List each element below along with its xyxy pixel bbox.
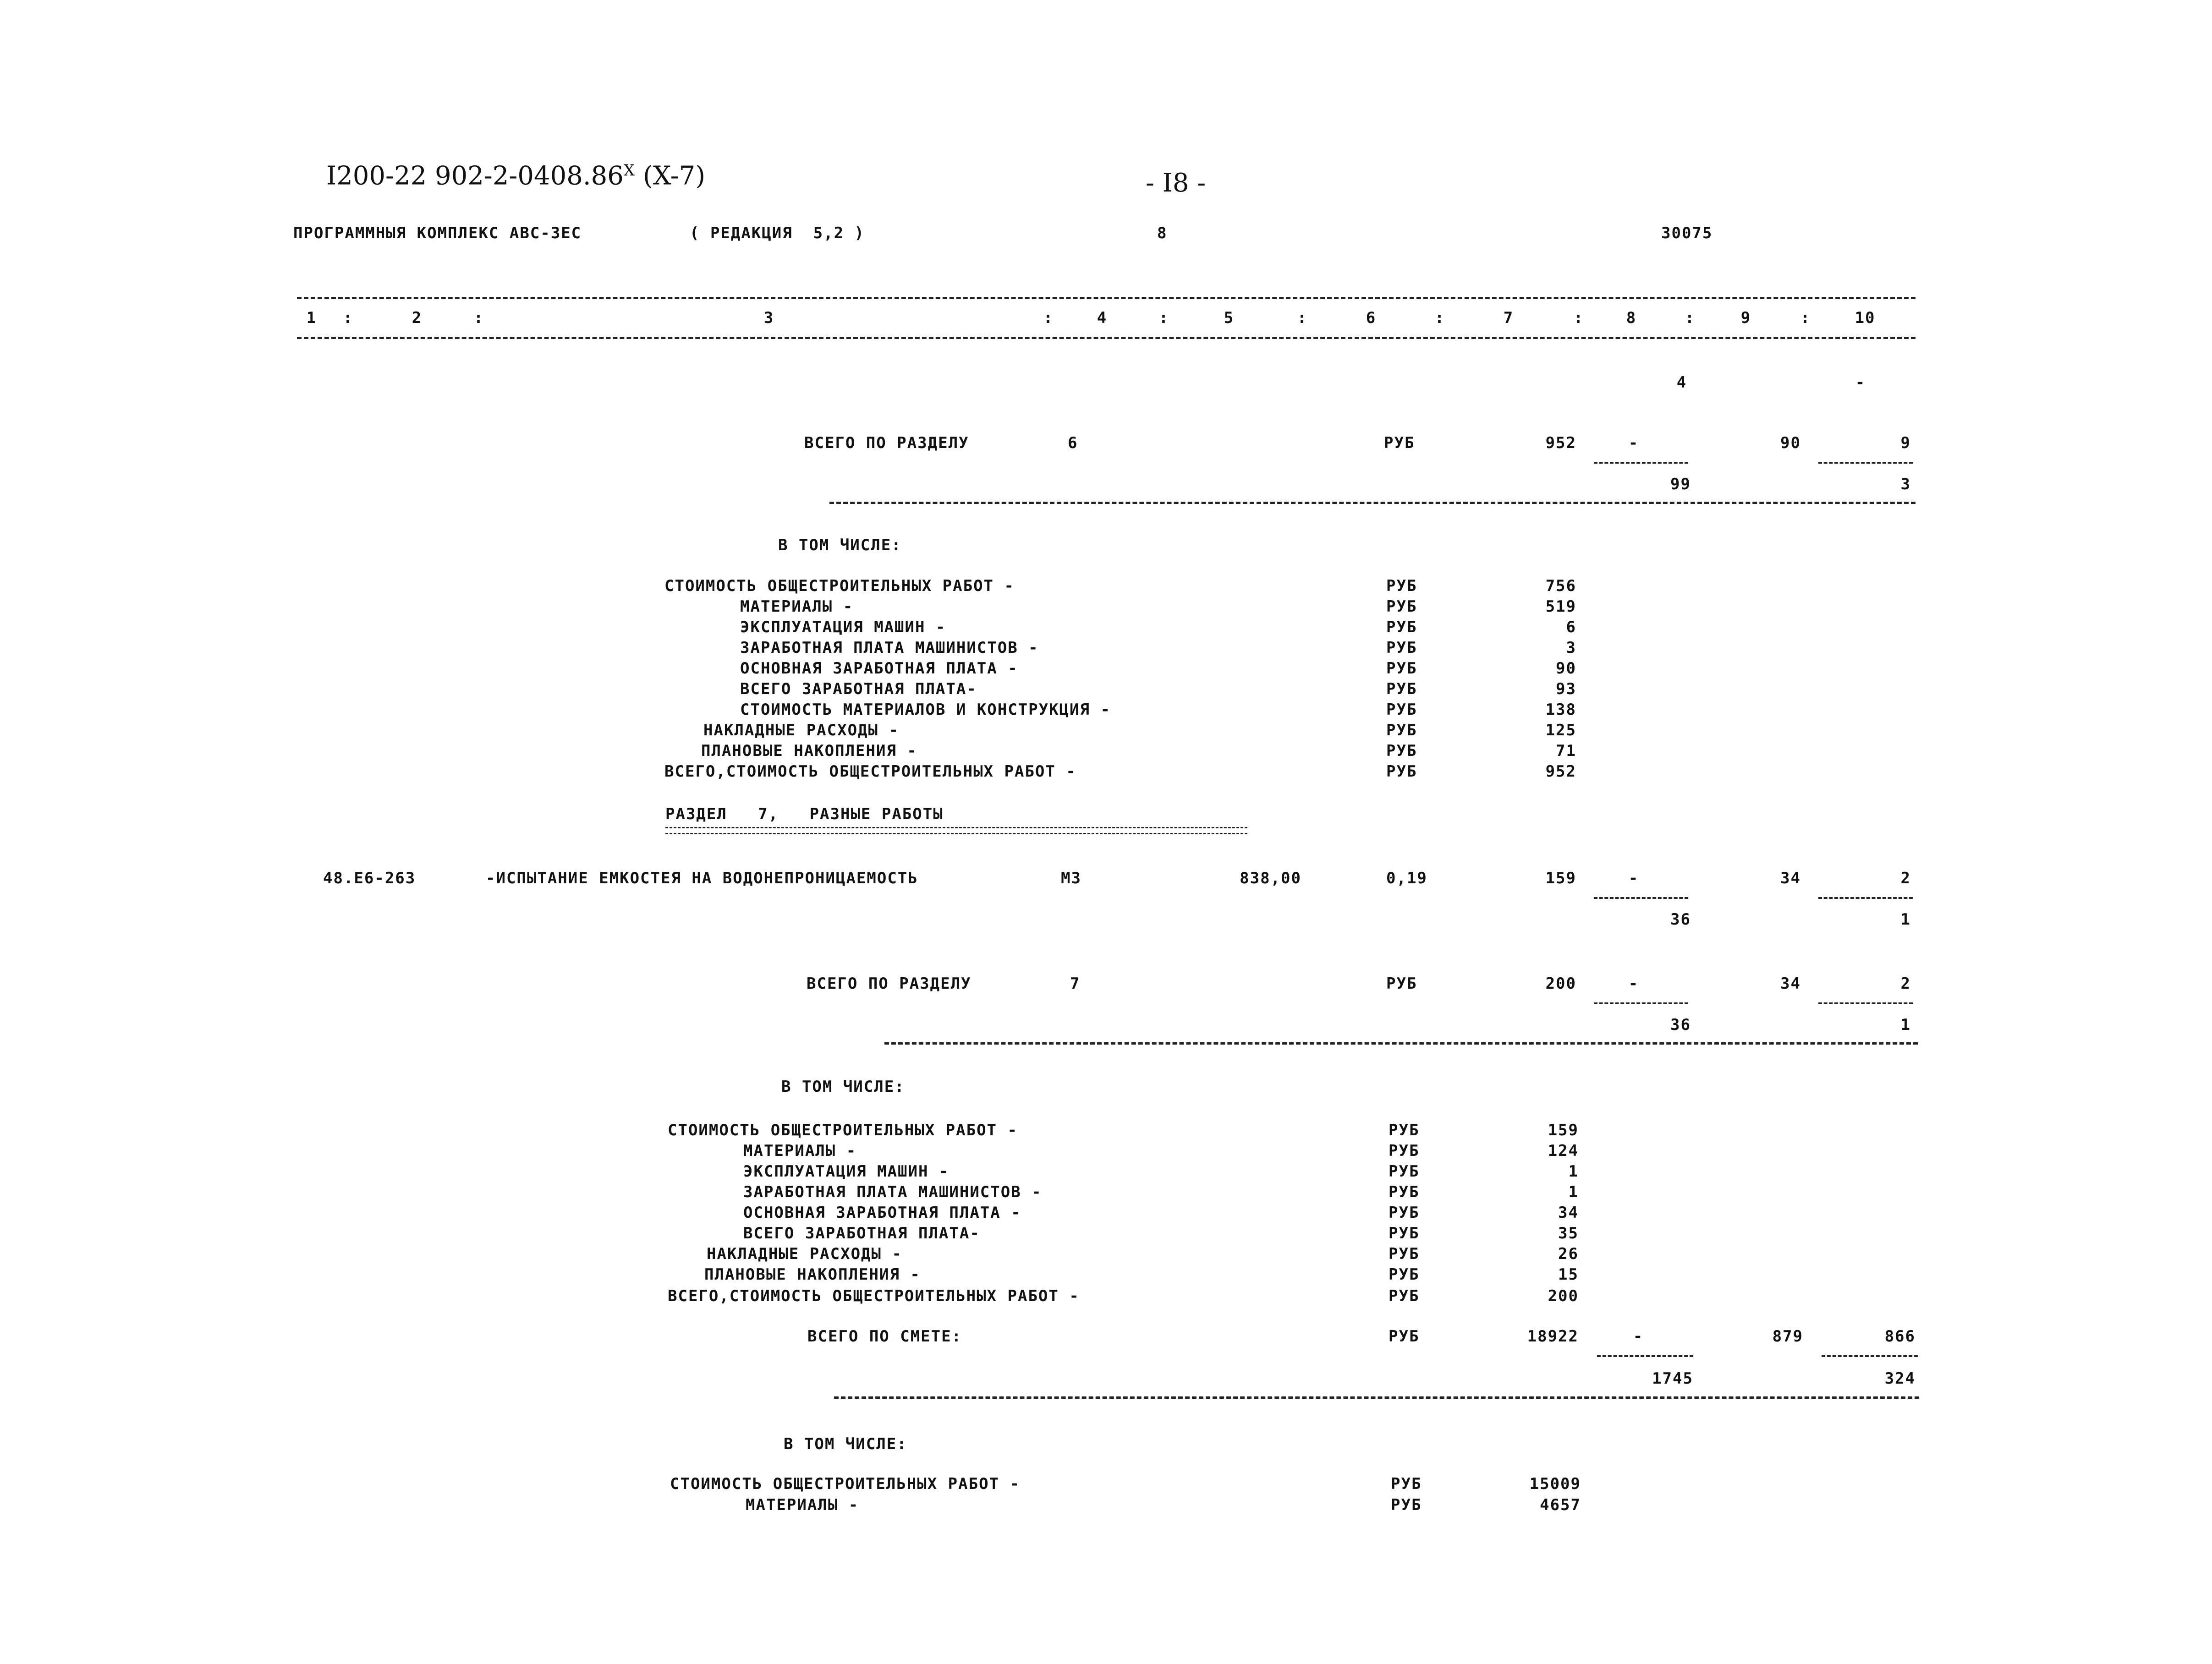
column-header-5: 5	[1224, 309, 1235, 327]
section-rule	[834, 1396, 1919, 1399]
breakdown-label: МАТЕРИАЛЫ -	[743, 1142, 857, 1160]
carry-col8: 4	[1676, 373, 1687, 392]
breakdown-label: ЗАРАБОТНАЯ ПЛАТА МАШИНИСТОВ -	[743, 1183, 1042, 1201]
breakdown-label: ВСЕГО ЗАРАБОТНАЯ ПЛАТА-	[743, 1224, 980, 1243]
breakdown-value: 756	[1545, 577, 1576, 595]
breakdown-label: СТОИМОСТЬ МАТЕРИАЛОВ И КОНСТРУКЦИЯ -	[740, 701, 1111, 719]
breakdown-unit: РУБ	[1386, 618, 1417, 636]
fraction-line	[1594, 462, 1688, 464]
program-edition: ( РЕДАКЦИЯ 5,2 )	[690, 224, 865, 242]
breakdown-unit: РУБ	[1389, 1287, 1420, 1305]
carry-col10: -	[1855, 373, 1866, 392]
item-name: -ИСПЫТАНИЕ ЕМКОСТЕЯ НА ВОДОНЕПРОНИЦАЕМОСТЬ	[486, 869, 918, 887]
estimate-total-label: ВСЕГО ПО СМЕТЕ:	[807, 1327, 962, 1346]
breakdown-value: 952	[1545, 762, 1576, 781]
breakdown-value: 93	[1556, 680, 1576, 698]
col9-value: 90	[1780, 434, 1801, 452]
col10-bottom: 1	[1900, 1016, 1911, 1034]
including-label: В ТОМ ЧИСЛЕ:	[778, 536, 902, 554]
column-separator: :	[343, 309, 354, 327]
col8-top: -	[1633, 1327, 1644, 1346]
breakdown-label: ВСЕГО,СТОИМОСТЬ ОБЩЕСТРОИТЕЛЬНЫХ РАБОТ -	[668, 1287, 1080, 1305]
column-header-1: 1	[306, 309, 317, 327]
col9-value: 34	[1780, 974, 1801, 993]
breakdown-value: 90	[1556, 659, 1576, 678]
document-code-main: I200-22 902-2-0408.86	[326, 161, 624, 191]
breakdown-value: 1	[1568, 1183, 1579, 1201]
column-header-2: 2	[412, 309, 423, 327]
col8-bottom: 36	[1670, 1016, 1691, 1034]
breakdown-label: ВСЕГО,СТОИМОСТЬ ОБЩЕСТРОИТЕЛЬНЫХ РАБОТ -	[664, 762, 1076, 781]
total-value: 200	[1545, 974, 1576, 993]
breakdown-value: 125	[1545, 721, 1576, 739]
column-header-6: 6	[1366, 309, 1377, 327]
col8-bottom: 1745	[1652, 1369, 1693, 1388]
section-rule	[884, 1042, 1918, 1045]
total-value: 18922	[1527, 1327, 1579, 1346]
column-header-10: 10	[1855, 309, 1876, 327]
item-price: 0,19	[1386, 869, 1427, 887]
column-header-9: 9	[1740, 309, 1751, 327]
column-separator: :	[473, 309, 484, 327]
breakdown-value: 519	[1545, 597, 1576, 616]
breakdown-label: ЭКСПЛУАТАЦИЯ МАШИН -	[740, 618, 946, 636]
col10-top: 2	[1900, 869, 1911, 887]
page-number: - I8 -	[1146, 168, 1206, 198]
breakdown-label: ВСЕГО ЗАРАБОТНАЯ ПЛАТА-	[740, 680, 977, 698]
section-number: 7	[1070, 974, 1081, 993]
unit: РУБ	[1386, 974, 1417, 993]
breakdown-unit: РУБ	[1386, 577, 1417, 595]
col8-top: -	[1628, 869, 1639, 887]
breakdown-label: НАКЛАДНЫЕ РАСХОДЫ -	[703, 721, 899, 739]
section-total-label: ВСЕГО ПО РАЗДЕЛУ	[807, 974, 972, 993]
breakdown-label: ПЛАНОВЫЕ НАКОПЛЕНИЯ -	[701, 742, 917, 760]
column-header-4: 4	[1097, 309, 1108, 327]
section-title: РАЗДЕЛ 7, РАЗНЫЕ РАБОТЫ	[665, 805, 944, 823]
breakdown-unit: РУБ	[1391, 1496, 1422, 1514]
col9-value: 34	[1780, 869, 1801, 887]
breakdown-label: СТОИМОСТЬ ОБЩЕСТРОИТЕЛЬНЫХ РАБОТ -	[664, 577, 1015, 595]
estimate-code: 30075	[1661, 224, 1713, 242]
breakdown-unit: РУБ	[1389, 1245, 1420, 1263]
breakdown-label: МАТЕРИАЛЫ -	[746, 1496, 859, 1514]
breakdown-label: МАТЕРИАЛЫ -	[740, 597, 854, 616]
item-unit: М3	[1061, 869, 1081, 887]
column-header-7: 7	[1503, 309, 1514, 327]
column-header-8: 8	[1626, 309, 1637, 327]
breakdown-value: 200	[1548, 1287, 1579, 1305]
breakdown-unit: РУБ	[1389, 1224, 1420, 1243]
col10-top: 9	[1900, 434, 1911, 452]
column-separator: :	[1297, 309, 1308, 327]
breakdown-value: 15009	[1529, 1475, 1581, 1493]
document-code-sup: X	[623, 161, 635, 180]
header-rule-bottom	[297, 337, 1916, 339]
column-separator: :	[1158, 309, 1169, 327]
breakdown-value: 6	[1566, 618, 1576, 636]
section-total-label: ВСЕГО ПО РАЗДЕЛУ	[804, 434, 969, 452]
unit: РУБ	[1384, 434, 1415, 452]
breakdown-value: 3	[1566, 639, 1576, 657]
col10-bottom: 324	[1884, 1369, 1916, 1388]
column-separator: :	[1434, 309, 1445, 327]
program-name: ПРОГРАММНЫЯ КОМПЛЕКС АВС-3ЕС	[293, 224, 582, 242]
breakdown-value: 1	[1568, 1162, 1579, 1181]
col9-value: 879	[1772, 1327, 1803, 1346]
item-quantity: 838,00	[1240, 869, 1301, 887]
breakdown-unit: РУБ	[1389, 1265, 1420, 1284]
breakdown-value: 26	[1558, 1245, 1579, 1263]
column-separator: :	[1685, 309, 1696, 327]
fraction-line	[1822, 1355, 1918, 1357]
breakdown-label: ОСНОВНАЯ ЗАРАБОТНАЯ ПЛАТА -	[743, 1204, 1021, 1222]
col10-bottom: 1	[1900, 910, 1911, 929]
column-separator: :	[1800, 309, 1811, 327]
breakdown-label: ОСНОВНАЯ ЗАРАБОТНАЯ ПЛАТА -	[740, 659, 1018, 678]
breakdown-label: ЗАРАБОТНАЯ ПЛАТА МАШИНИСТОВ -	[740, 639, 1039, 657]
fraction-line	[1594, 897, 1688, 899]
breakdown-value: 34	[1558, 1204, 1579, 1222]
including-label: В ТОМ ЧИСЛЕ:	[784, 1435, 907, 1453]
breakdown-unit: РУБ	[1389, 1162, 1420, 1181]
column-separator: :	[1043, 309, 1054, 327]
breakdown-value: 15	[1558, 1265, 1579, 1284]
col8-bottom: 36	[1670, 910, 1691, 929]
header-rule-top	[297, 297, 1916, 299]
breakdown-unit: РУБ	[1386, 659, 1417, 678]
fraction-line	[1594, 1002, 1688, 1004]
total-value: 952	[1545, 434, 1576, 452]
breakdown-label: НАКЛАДНЫЕ РАСХОДЫ -	[707, 1245, 902, 1263]
col10-bottom: 3	[1900, 475, 1911, 493]
breakdown-value: 159	[1548, 1121, 1579, 1139]
fraction-line	[1818, 462, 1913, 464]
fraction-line	[1818, 897, 1913, 899]
document-code	[326, 163, 705, 189]
section-rule	[829, 502, 1916, 504]
breakdown-label: ЭКСПЛУАТАЦИЯ МАШИН -	[743, 1162, 950, 1181]
breakdown-unit: РУБ	[1389, 1142, 1420, 1160]
item-total: 159	[1545, 869, 1576, 887]
col10-top: 2	[1900, 974, 1911, 993]
fraction-line	[1818, 1002, 1913, 1004]
breakdown-value: 35	[1558, 1224, 1579, 1243]
breakdown-unit: РУБ	[1386, 597, 1417, 616]
breakdown-unit: РУБ	[1389, 1204, 1420, 1222]
breakdown-unit: РУБ	[1391, 1475, 1422, 1493]
breakdown-unit: РУБ	[1386, 639, 1417, 657]
col8-top: -	[1628, 434, 1639, 452]
breakdown-value: 138	[1545, 701, 1576, 719]
unit: РУБ	[1389, 1327, 1420, 1346]
breakdown-unit: РУБ	[1389, 1121, 1420, 1139]
breakdown-unit: РУБ	[1386, 701, 1417, 719]
column-header-3: 3	[763, 309, 774, 327]
breakdown-unit: РУБ	[1386, 762, 1417, 781]
breakdown-label: СТОИМОСТЬ ОБЩЕСТРОИТЕЛЬНЫХ РАБОТ -	[668, 1121, 1018, 1139]
sheet-number: 8	[1157, 224, 1168, 242]
breakdown-unit: РУБ	[1386, 721, 1417, 739]
col8-bottom: 99	[1670, 475, 1691, 493]
item-code: 48.Е6-263	[323, 869, 416, 887]
section-number: 6	[1068, 434, 1078, 452]
breakdown-unit: РУБ	[1386, 742, 1417, 760]
fraction-line	[1597, 1355, 1693, 1357]
breakdown-unit: РУБ	[1386, 680, 1417, 698]
document-code-suffix: (X-7)	[642, 161, 706, 191]
breakdown-value: 71	[1556, 742, 1576, 760]
breakdown-label: СТОИМОСТЬ ОБЩЕСТРОИТЕЛЬНЫХ РАБОТ -	[670, 1475, 1020, 1493]
breakdown-value: 124	[1548, 1142, 1579, 1160]
breakdown-unit: РУБ	[1389, 1183, 1420, 1201]
including-label: В ТОМ ЧИСЛЕ:	[781, 1078, 905, 1096]
col8-top: -	[1628, 974, 1639, 993]
breakdown-value: 4657	[1540, 1496, 1581, 1514]
col10-top: 866	[1884, 1327, 1916, 1346]
column-separator: :	[1573, 309, 1584, 327]
section-title-underline	[665, 827, 1247, 834]
breakdown-label: ПЛАНОВЫЕ НАКОПЛЕНИЯ -	[704, 1265, 921, 1284]
